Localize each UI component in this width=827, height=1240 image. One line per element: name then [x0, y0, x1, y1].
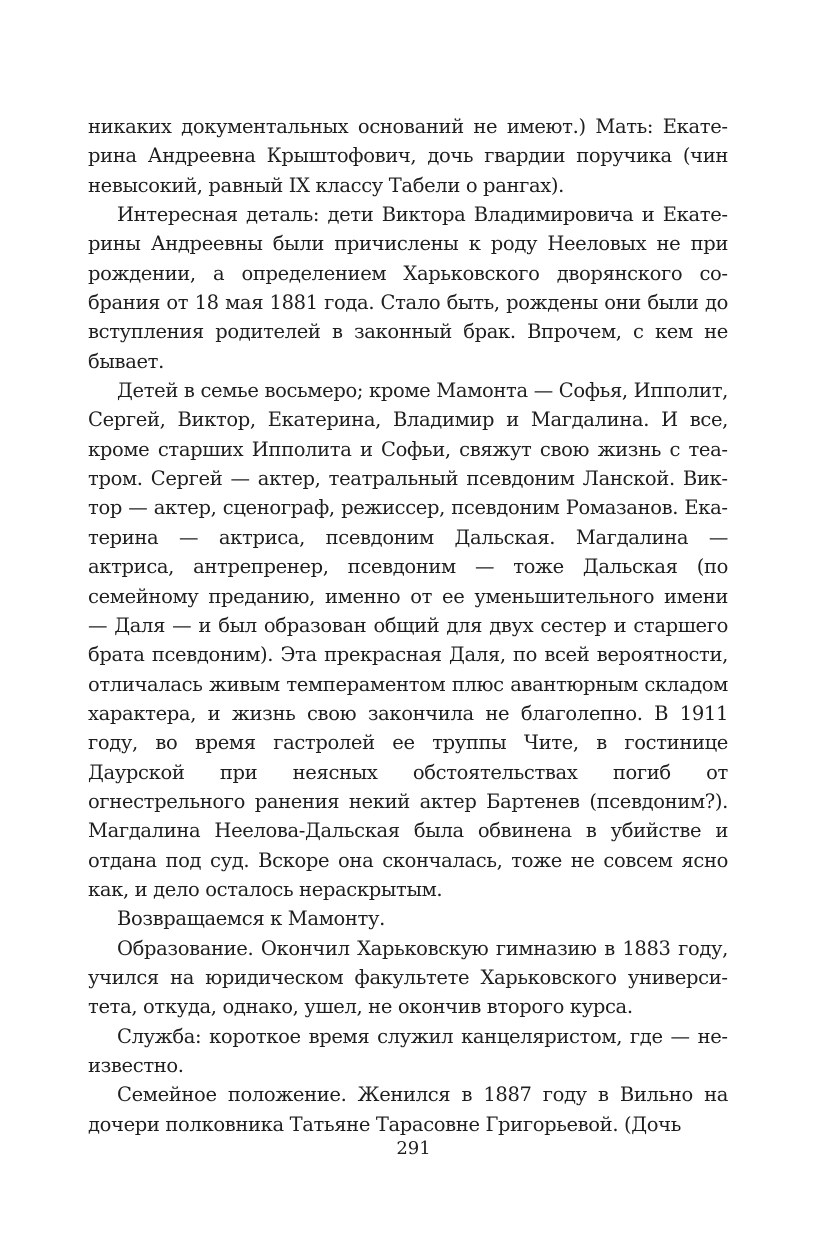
paragraph-children-status: Интересная деталь: дети Виктора Владимировича и Екатерины Андреевны были причислены к роду Нееловых не при рождении, а определением Харьковского дворянского собрания от 18 мая 1881 года. Стало быть, рождены они были до вступления родителей в законный брак. Впрочем, с кем не бывает.: [88, 203, 728, 373]
paragraph-education: Образование. Окончил Харьковскую гимназию в 1883 году, учился на юридическом факультете Харьковского университета, откуда, однако, ушел, не окончив второго курса.: [88, 936, 728, 1019]
paragraph-marriage: Семейное положение. Женился в 1887 году в Вильно на дочери полковника Татьяне Тарасовне Григорьевой. (Дочь: [88, 1083, 728, 1136]
page-body: [88, 112, 728, 1139]
paragraph-siblings: Детей в семье восьмеро; кроме Мамонта — Софья, Ипполит, Сергей, Виктор, Екатерина, Владимир и Магдалина. И все, кроме старших Ипполита и Софьи, свяжут свою жизнь с театром. Сергей — актер, театральный псевдоним Ланской. Виктор — актер, сценограф, режиссер, псевдоним Ромазанов. Екатерина — актриса, псевдоним Дальская. Магдалина — актриса, антрепренер, псевдоним — тоже Дальская (по семейному преданию, именно от ее уменьшительного имени — Даля — и был образован общий для двух сестер и старшего брата псевдоним). Эта прекрасная Даля, по всей вероятности, отличалась живым темпераментом плюс авантюрным складом характера, и жизнь свою закончила не благолепно. В 1911 году, во время гастролей ее труппы Чите, в гостинице Даурской при неясных обстоятельствах погиб от огнестрельного ранения некий актер Бартенев (псевдоним?). Магдалина Неелова-Дальская была обвинена в убийстве и отдана под суд. Вскоре она скончалась, тоже не совсем ясно как, и дело осталось нераскрытым.: [88, 379, 728, 901]
page-number: 291: [396, 1138, 431, 1159]
paragraph-return: Возвращаемся к Мамонту.: [117, 907, 385, 931]
paragraph-mother: никаких документальных оснований не имеют.) Мать: Екатерина Андреевна Крыштофович, дочь гвардии поручика (чин невысокий, равный IX классу Табели о рангах).: [88, 115, 728, 197]
paragraph-service: Служба: короткое время служил канцеляристом, где — неизвестно.: [88, 1024, 728, 1077]
